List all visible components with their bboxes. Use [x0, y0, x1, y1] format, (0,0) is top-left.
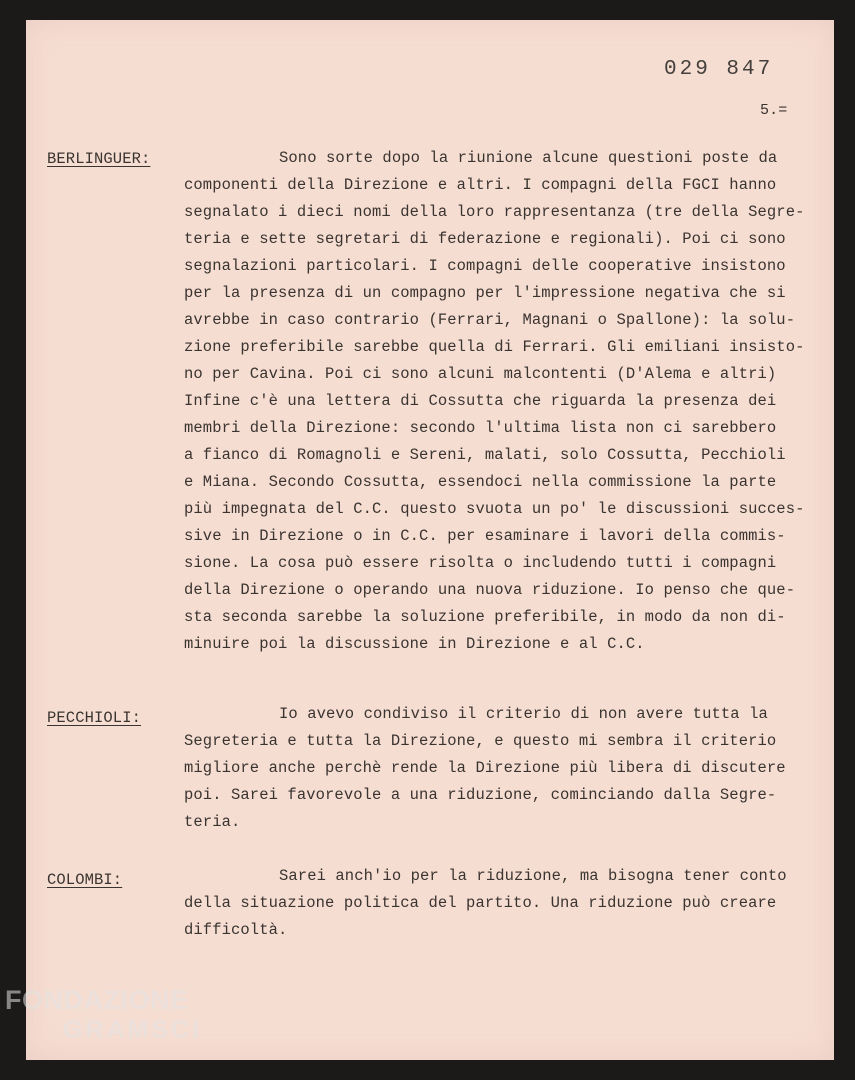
speech-paragraph [184, 863, 824, 944]
text-line: Segreteria e tutta la Direzione, e questo mi sembra il criterio [184, 732, 777, 750]
text-line: no per Cavina. Poi ci sono alcuni malcontenti (D'Alema e altri) [184, 365, 777, 383]
text-line: migliore anche perchè rende la Direzione più libera di discutere [184, 759, 786, 777]
text-line: minuire poi la discussione in Direzione e al C.C. [184, 635, 645, 653]
text-line: avrebbe in caso contrario (Ferrari, Magnani o Spallone): la solu- [184, 311, 796, 329]
text-line: segnalato i dieci nomi della loro rappresentanza (tre della Segre- [184, 203, 805, 221]
text-line: sione. La cosa può essere risolta o includendo tutti i compagni [184, 554, 777, 572]
text-line: Io avevo condiviso il criterio di non avere tutta la [279, 705, 768, 723]
speaker-name: BERLINGUER: [47, 150, 151, 168]
text-line: zione preferibile sarebbe quella di Ferrari. Gli emiliani insisto- [184, 338, 805, 356]
speech-paragraph [184, 701, 824, 836]
text-line: Sono sorte dopo la riunione alcune questioni poste da [279, 149, 778, 167]
watermark-line: FONDAZIONE [5, 985, 189, 1015]
text-line: difficoltà. [184, 921, 288, 939]
speaker-name: PECCHIOLI: [47, 709, 142, 727]
text-line: e Miana. Secondo Cossutta, essendoci nella commissione la parte [184, 473, 777, 491]
text-line: membri della Direzione: secondo l'ultima lista non ci sarebbero [184, 419, 777, 437]
text-line: Sarei anch'io per la riduzione, ma bisogna tener conto [279, 867, 787, 885]
text-line: Infine c'è una lettera di Cossutta che riguarda la presenza dei [184, 392, 777, 410]
text-line: della situazione politica del partito. Una riduzione può creare [184, 894, 777, 912]
text-line: teria. [184, 813, 241, 831]
archive-number: 029 847 [664, 58, 774, 81]
text-line: a fianco di Romagnoli e Sereni, malati, solo Cossutta, Pecchioli [184, 446, 786, 464]
speech-paragraph [184, 145, 824, 658]
watermark-line: GRAMSCI [63, 1016, 203, 1044]
text-line: segnalazioni particolari. I compagni delle cooperative insistono [184, 257, 786, 275]
text-line: sta seconda sarebbe la soluzione preferibile, in modo da non di- [184, 608, 786, 626]
text-line: sive in Direzione o in C.C. per esaminare i lavori della commis- [184, 527, 786, 545]
text-line: componenti della Direzione e altri. I compagni della FGCI hanno [184, 176, 777, 194]
text-line: più impegnata del C.C. questo svuota un po' le discussioni succes- [184, 500, 805, 518]
fondazione-gramsci-watermark [5, 987, 202, 1043]
speaker-name: COLOMBI: [47, 871, 123, 889]
text-line: per la presenza di un compagno per l'impressione negativa che si [184, 284, 786, 302]
page-number: 5.= [760, 102, 788, 119]
text-line: poi. Sarei favorevole a una riduzione, cominciando dalla Segre- [184, 786, 777, 804]
text-line: della Direzione o operando una nuova riduzione. Io penso che que- [184, 581, 796, 599]
text-line: teria e sette segretari di federazione e regionali). Poi ci sono [184, 230, 786, 248]
